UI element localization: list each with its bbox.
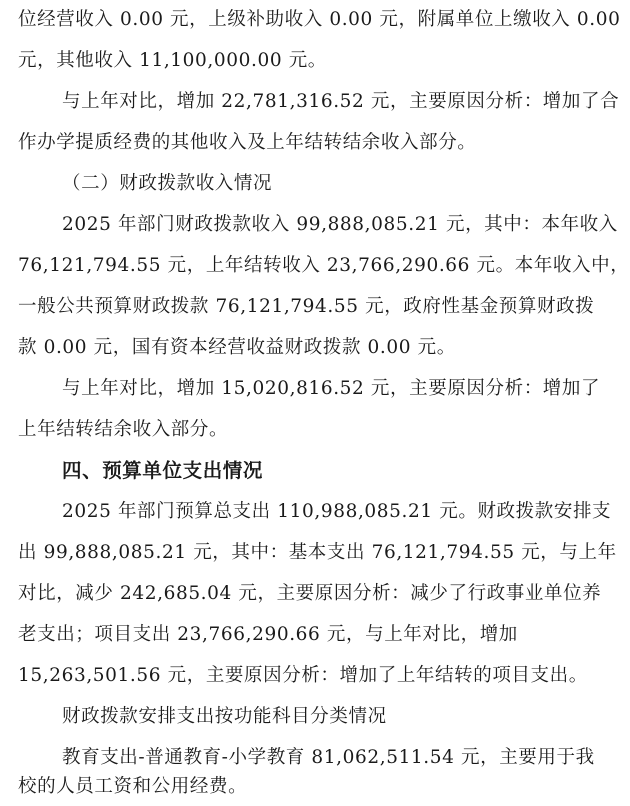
text-line: 元，其他收入 11,100,000.00 元。 [18,50,327,71]
text-line: 2025 年部门预算总支出 110,988,085.21 元。财政拨款安排支 [62,501,612,522]
text-line: 校的人员工资和公用经费。 [18,776,248,797]
section-subheading: （二）财政拨款收入情况 [62,173,273,194]
text-line: 上年结转结余收入部分。 [18,419,229,440]
text-line: 与上年对比，增加 15,020,816.52 元，主要原因分析：增加了 [62,378,601,399]
text-line: 教育支出-普通教育-小学教育 81,062,511.54 元，主要用于我 [62,747,595,768]
subsection-label: 财政拨款安排支出按功能科目分类情况 [62,706,387,727]
text-line: 老支出；项目支出 23,766,290.66 元，与上年对比，增加 [18,624,518,645]
text-line: 出 99,888,085.21 元，其中：基本支出 76,121,794.55 元，与上年 [18,542,617,563]
text-line: 2025 年部门财政拨款收入 99,888,085.21 元，其中：本年收入 [62,214,618,235]
text-line: 位经营收入 0.00 元，上级补助收入 0.00 元，附属单位上缴收入 0.00 [18,9,621,30]
text-line: 款 0.00 元，国有资本经营收益财政拨款 0.00 元。 [18,337,456,358]
text-line: 15,263,501.56 元，主要原因分析：增加了上年结转的项目支出。 [18,665,588,686]
text-line: 一般公共预算财政拨款 76,121,794.55 元，政府性基金预算财政拨 [18,296,595,317]
text-line: 与上年对比，增加 22,781,316.52 元，主要原因分析：增加了合 [62,91,620,112]
text-line: 76,121,794.55 元，上年结转收入 23,766,290.66 元。本年收入中， [18,255,630,276]
text-line: 对比，减少 242,685.04 元，主要原因分析：减少了行政事业单位养 [18,583,602,604]
text-line: 作办学提质经费的其他收入及上年结转结余收入部分。 [18,132,477,153]
section-heading: 四、预算单位支出情况 [62,459,264,482]
